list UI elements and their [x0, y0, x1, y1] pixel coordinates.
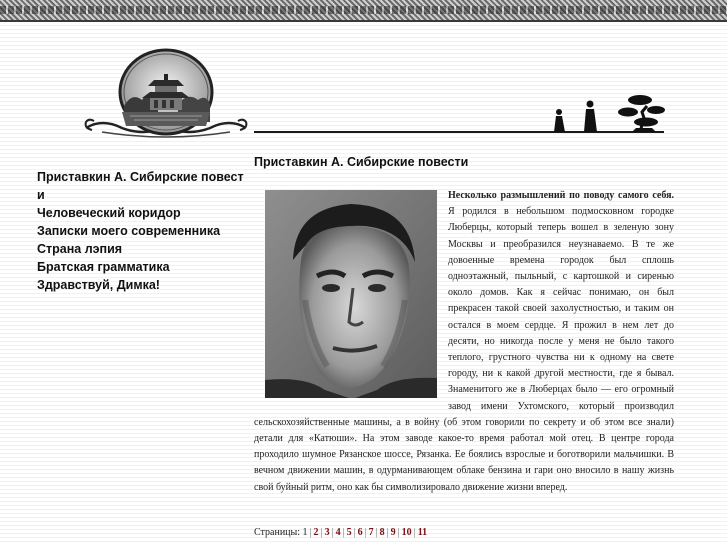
article-body: Я родился в небольшом подмосковном городке Люберцы, который теперь вошел в зеленую зону Москвы и преобразился неузнаваемо. В те же довоенные времена городок был сплошь одноэтажный, пыльный, с картошкой и сиренью около домов. Как я сейчас понимаю, он был прекрасен такой своей захолустностью, и таким он остался в моем сердце. Я прожил в нем лет до десяти, но никогда после у меня не было такого теплого, грустного чувства ни к одному на свете городу, ни к какой другой местности, где я бывал. Знаменитого же в Люберцах было — его огромный завод имени Ухтомского, который производил сельскохозяйственные машины, а в войну (об этом говорили по секрету и об этом все знали) детали для «Катюши». На этом заводе какое-то время работал мой отец. В центре города проходило шумное Рязанское шоссе, Рязанка. Ее боялись взрослые и боготворили мальчишки. В вечном движении машин, в одурманивающем облаке бензина и гари оно вносило в нашу жизнь свой буйный ритм, оно как бы символизировало движение жизни вперед.: [254, 206, 674, 493]
menu-item[interactable]: Человеческий коридор: [37, 206, 181, 220]
top-decorative-border: [0, 0, 727, 22]
page-current: 1: [302, 527, 308, 538]
page-link[interactable]: 5: [346, 527, 352, 538]
book-list-menu: [37, 168, 252, 294]
page-link[interactable]: 10: [401, 527, 412, 538]
menu-item[interactable]: Записки моего современника: [37, 224, 221, 238]
page-title: Приставкин А. Сибирские повести: [254, 155, 469, 169]
page-link[interactable]: 9: [390, 527, 396, 538]
menu-item[interactable]: Страна лэпия: [37, 242, 123, 256]
pagination: Страницы: 1 | 2 | 3 | 4 | 5 | 6 | 7 | 8 | 9 | 10 | 11: [254, 527, 428, 538]
page-link[interactable]: 6: [357, 527, 363, 538]
page-link[interactable]: 7: [368, 527, 374, 538]
page-link[interactable]: 4: [335, 527, 341, 538]
menu-item[interactable]: Братская грамматика: [37, 260, 170, 274]
page-link[interactable]: 11: [417, 527, 428, 538]
menu-item[interactable]: Приставкин А. Сибирские повест: [37, 170, 244, 184]
page-link[interactable]: 8: [379, 527, 385, 538]
article-lead: Несколько размышлений по поводу самого себя.: [448, 190, 674, 201]
figures-and-bonsai-icon: [548, 92, 668, 134]
page-link[interactable]: 3: [324, 527, 330, 538]
pagoda-emblem-logo: [82, 46, 250, 146]
pagination-label: Страницы:: [254, 527, 301, 538]
author-portrait-image: [265, 190, 437, 398]
page-link[interactable]: 2: [313, 527, 319, 538]
menu-item[interactable]: Здравствуй, Димка!: [37, 278, 160, 292]
menu-item[interactable]: и: [37, 188, 45, 202]
